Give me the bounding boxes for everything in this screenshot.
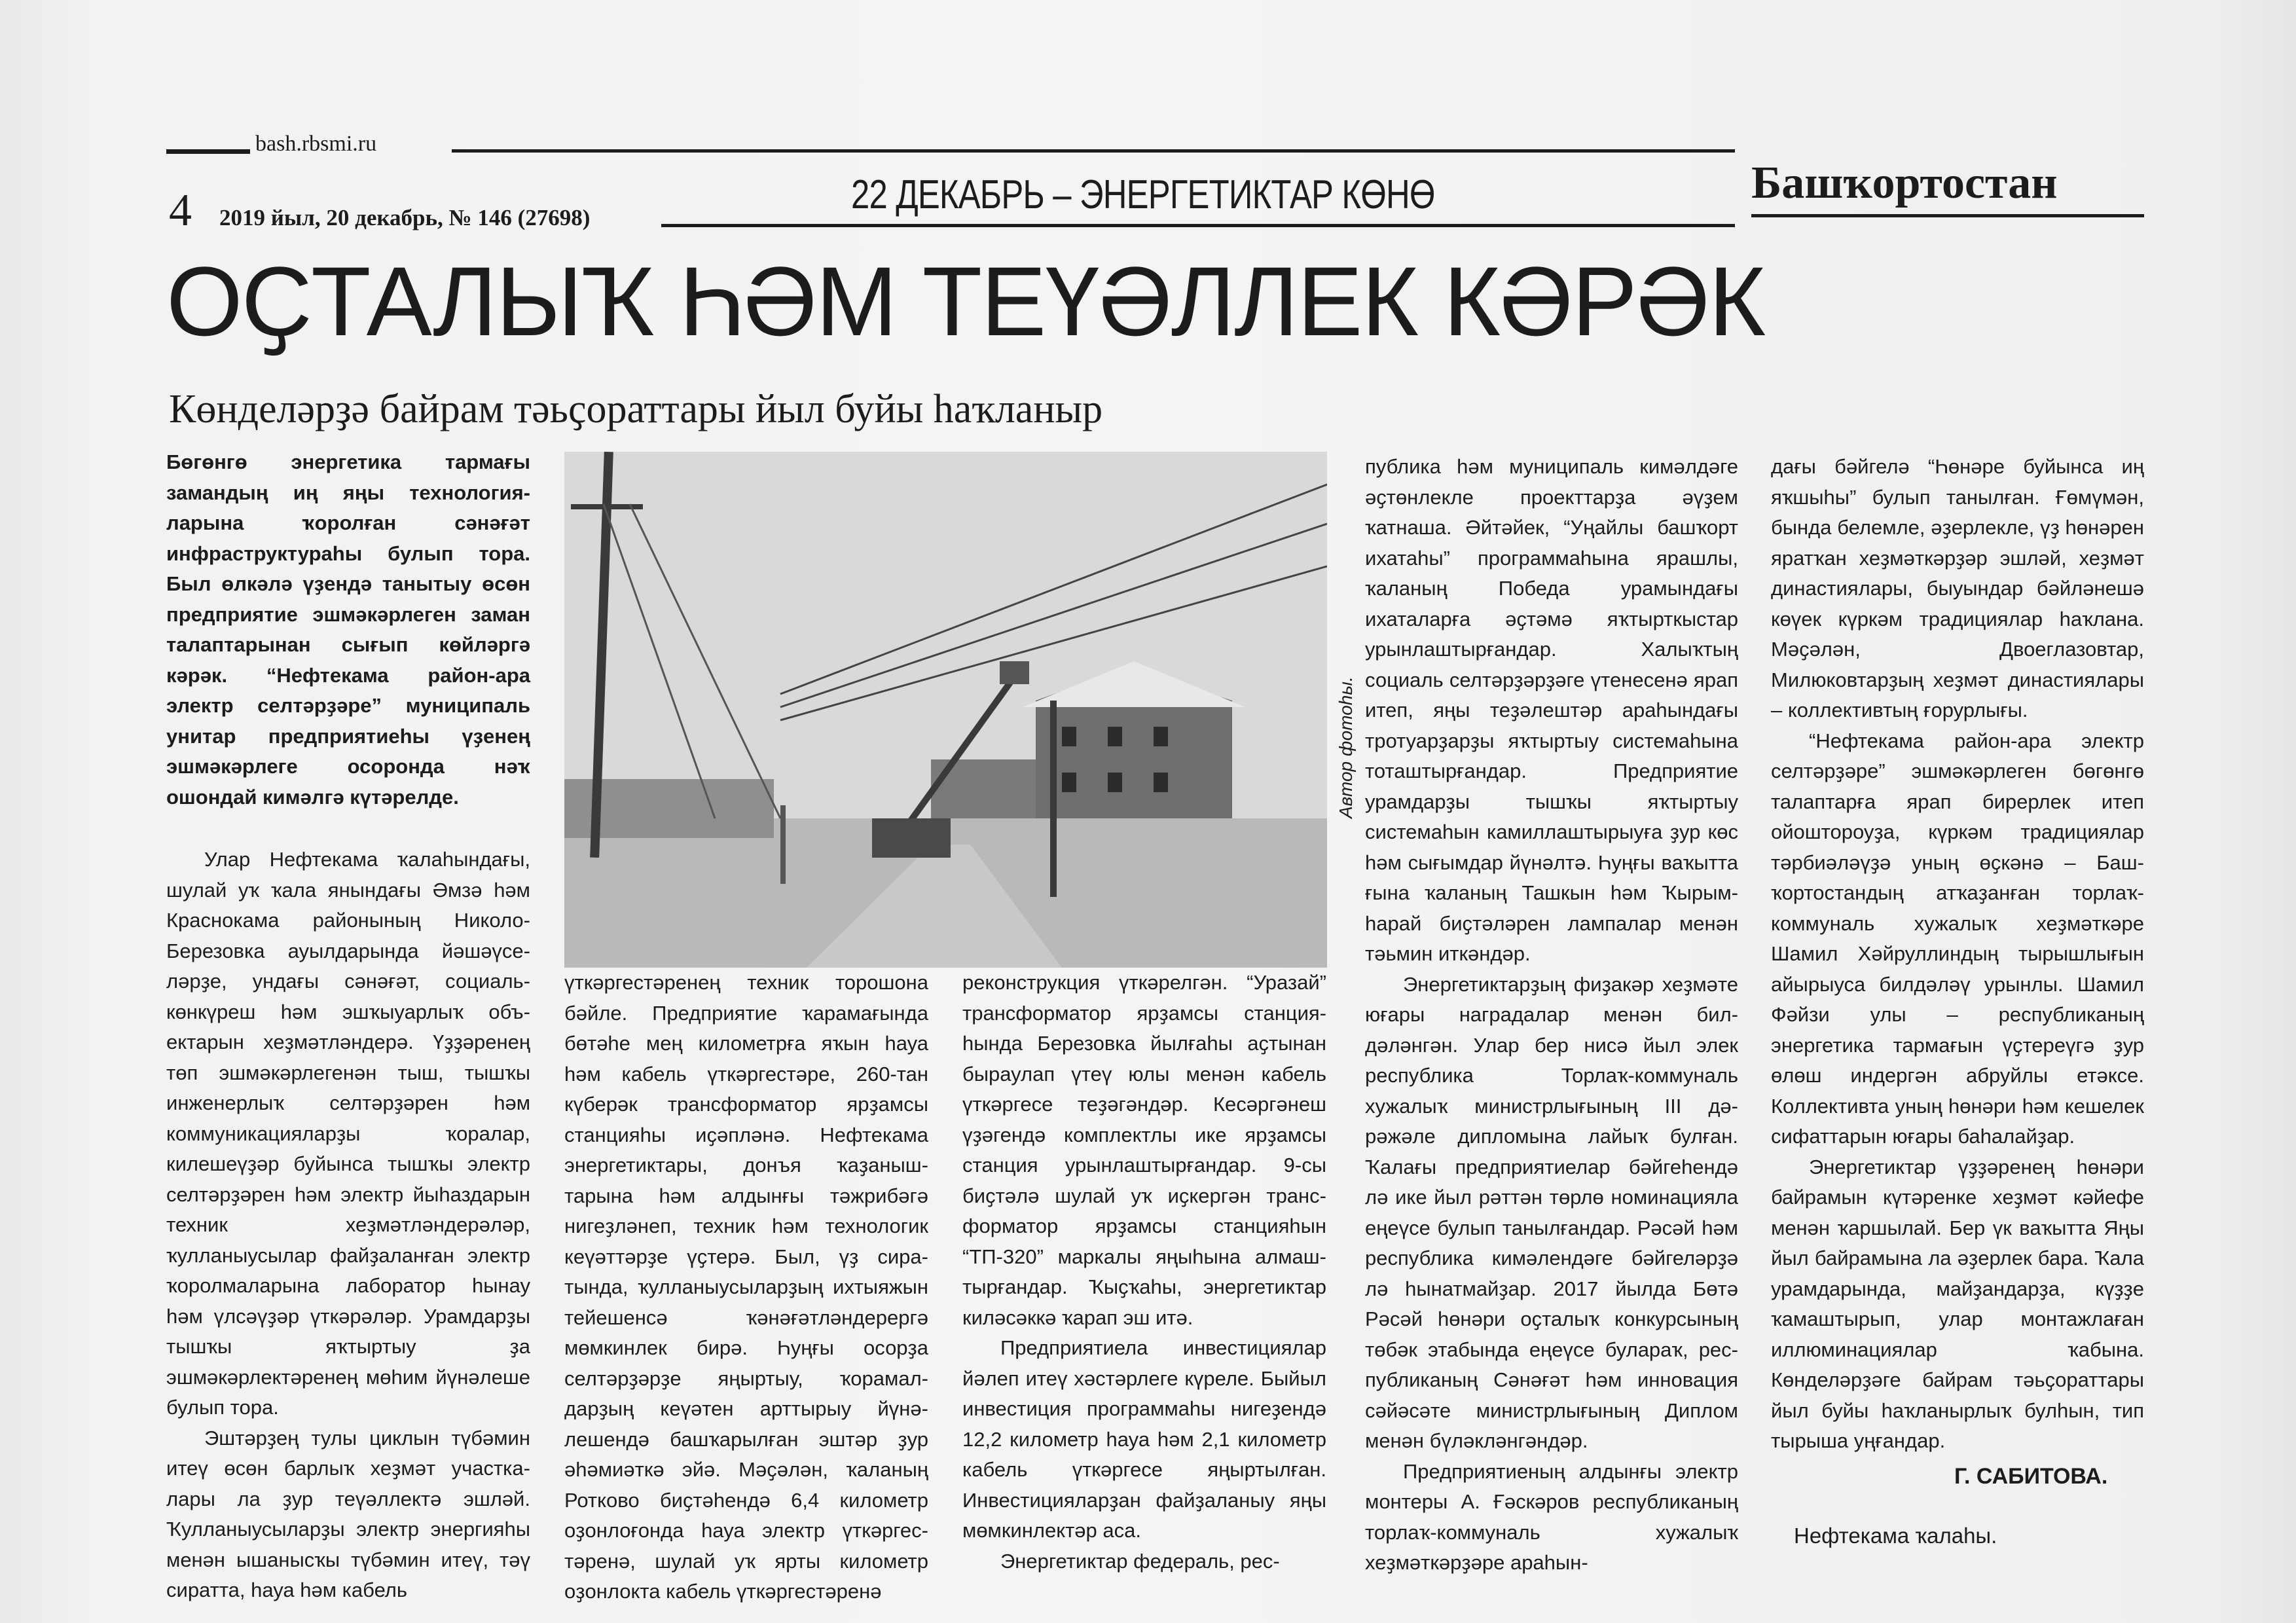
masthead-rule-left [166,149,250,154]
page-number: 4 [169,185,192,236]
column-5-paragraph: Энергетиктар үҙҙәренең һөнәри байрамын күтәренке хеҙмәт кәйефе менән ҡаршылай. Бер үк ваҡытта Яңы йыл байрамына ла әҙерлек бара. Ҡала урамдарында, майҙандарҙа, күҙҙе ҡамаштырып, улар монтажлаған иллюминациялар ҡабына. Көнделәрҙәге байрам тәьҫораттары йыл буйы һаҡланырлыҡ булһын, тип тырыша уңғандар. [1771,1155,2144,1452]
photo-illustration [564,452,1327,968]
photo-credit: Автор фотоһы. [1336,676,1356,818]
newspaper-name: Башҡортостан [1751,158,2058,208]
column-5 [1771,452,2144,1457]
column-3 [962,968,1326,1577]
column-2-paragraph: үткәргестәренең техник торошона бәйле. Предприятие ҡарамағында бөтәһе мең километрға яҡын һауа һәм кабель үткәргестәре, 260-тан күберәк трансформатор ярҙамсы станцияһы иҫәпләнә. Нефтекама энергетиктары, донъя ҡаҙаныштарына һәм алдынғы тәжрибәгә нигеҙләнеп, техник һәм технологик кеүәттәрҙе үҫтерә. Был, үҙ сиратында, ҡулланыусыларҙың ихтыяжын тейешенсә ҡәнәғәтләндерергә мөмкинлек бирә. Һуңғы осорҙа селтәрҙәрҙе яңыртыу, ҡорамалдарҙың кеүәтен арттырыу йүнәлешендә башҡарылған эштәр ҙур әһәмиәткә эйә. Мәҫәлән, ҡаланың Ротково биҫтәһендә 6,4 километр оҙонлоғонда һауа электр үткәргестәренә, шулай уҡ ярты километр оҙонлокта кабель үткәргестәренә [564,971,928,1603]
issue-date: 2019 йыл, 20 декабрь, № 146 (27698) [219,205,591,230]
column-1-paragraph: Улар Нефтекама ҡалаһындағы, шулай уҡ ҡала янындағы Әмзә һәм Краснокама районының Николо-Березовка ауылдарында йәшәүселәрҙе, ундағы сәнәғәт, социаль-көнкүреш һәм эшҡыуарлыҡ объектарын хеҙмәтләндерә. Үҙҙәренең төп эшмәкәрлегенән тыш, тышҡы инженерлыҡ селтәрҙәрен һәм коммуникацияларҙы ҡоралар, килешеүҙәр буйынса тышҡы электр селтәрҙәрен һәм электр йыһаздарын техник хеҙмәтләндерәләр, ҡулланыусылар файҙаланған электр ҡоролмаларына лаборатор һынау һәм үлсәүҙәр үткәрәләр. Урамдарҙы тышҡы яҡтыртыу ҙа эшмәкәрлектәренең мөһим йүнәлеше булып тора. [166,848,530,1419]
column-4 [1365,452,1738,1578]
masthead-rule-top [452,149,1735,153]
column-3-paragraph: Предприятиела инвестициялар йәлеп итеү хәстәрлеге күреле. Быйыл инвестиция программаһы нигеҙендә 12,2 километр һауа һәм 2,1 километр кабель үткәргесе яңыртылған. Инвестицияларҙан файҙаланыу яңы мөмкинлектәр аса. [962,1336,1326,1542]
masthead-rule-bottom [661,224,1735,227]
column-2 [564,968,928,1607]
column-1 [166,845,530,1606]
column-4-paragraph: публика һәм муниципаль кимәлдәге әҫтөнлекле проекттарҙа әүҙем ҡатнаша. Әйтәйек, “Уңайлы башҡорт ихатаһы” программаһына ярашлы, ҡаланың Победа урамындағы ихаталарға әҫтәмә яҡтырткыстар урынлаштырғандар. Халыҡтың социаль селтәрҙәрҙәге үтенесенә ярап итеп, яңы теҙәлештәр араһындағы тротуарҙарҙы яҡтыртыу системаһына тоташтырғандар. Предприятие урамдарҙы тышҡы яҡтыртыу системаһын камиллаштырыуға ҙур көс һәм сығымдар йүнәлтә. Һуңғы ваҡытта ғына ҡаланың Ташкын һәм Ҡырымһарай биҫтәләрен лампалар менән тәьмин иткәндәр. [1365,455,1738,965]
author-signature: Г. САБИТОВА. [1954,1464,2108,1489]
masthead-rule-right [1751,214,2144,217]
author-city: Нефтекама ҡалаһы. [1794,1523,1997,1548]
column-3-paragraph: Энергетиктар федераль, рес- [1000,1549,1280,1573]
column-1-paragraph: Эштәрҙең тулы циклын түбәмин итеү өсөн барлыҡ хеҙмәт участкалары ла ҙур теүәллектә эшләй. Ҡулланыусыларҙы электр энергияһы менән ышанысҡы түбәмин итеү, тәү сиратта, һауа һәм кабель [166,1426,530,1601]
article-photo [564,452,1327,968]
headline: ОҪТАЛЫҠ ҺӘМ ТЕҮӘЛЛЕК КӘРӘК [166,246,1765,356]
lead-text: Бөгөнгө энергетика тармағы замандың иң яңы технологияларына ҡоролған сәнәғәт инфраструктураһы булып тора. Был өлкәлә үҙендә танытыу өсөн предприятие эшмәкәрлеген заман талаптарынан сығып көйләргә кәрәк. “Нефтекама район-ара электр селтәрҙәре” муниципаль унитар предприятиеһы үҙенең эшмәкәрлеге осоронда нәҡ ошондай кимәлгә күтәрелде. [166,450,530,809]
column-4-paragraph: Энергетиктарҙың фиҙакәр хеҙмәте юғары наградалар менән билдәләнгән. Улар бер нисә йыл элек республика Торлаҡ-коммуналь хужалыҡ министрлығының III дәрәжәле дипломына лайыҡ булған. Ҡалағы предприятиелар бәйгеһендә лә ике йыл рәттән төрлө номинацияла еңеүсе булып танылғандар. Рәсәй һәм республика кимәлендәге бәйгеләрҙә лә һынатмайҙар. 2017 йылда Бөтә Рәсәй һөнәри оҫталыҡ конкурсының төбәк этабында еңеүсе булараҡ, республиканың Сәнәғәт һәм инновация сәйәсәте министрлығының Диплом менән бүләкләнгәндәр. [1365,972,1738,1452]
site-url: bash.rbsmi.ru [255,132,377,156]
column-3-paragraph: реконструкция үткәрелгән. “Уразай” трансформатор ярҙамсы станцияһында Березовка йылғаһы аҫтынан быраулап үтеү юлы менән кабель үткәргесе теҙәгәндәр. Кесәргәнеш үҙәгендә комплектлы ике ярҙамсы станция урынлаштырғандар. 9-сы биҫтәлә шулай уҡ иҫкергән трансформатор ярҙамсы станцияһын “ТП-320” маркалы яңыһына алмаштырғандар. Ҡыҫҡаһы, энергетиктар киләсәккә ҡарап эш итә. [962,971,1326,1329]
column-5-paragraph: “Нефтекама район-ара электр селтәрҙәре” эшмәкәрлеген бөгөнгө талаптарға ярап бирерлек итеп ойоштороуҙа, күркәм традициялар тәрбиәләүҙә уның өҫкәнә – Башҡортостандың атҡаҙанған торлаҡ-коммуналь хужалыҡ хеҙмәткәре Шамил Хәйруллиндың тырышлығын айырыуса билдәләү урынлы. Шамил Фәйзи улы – республиканың энергетика тармағын үҫтереүгә ҙур өлөш индергән абруйлы етәксе. Коллективта уның һөнәри һәм кешелек сифаттарын юғары баһалайҙар. [1771,729,2144,1148]
column-4-paragraph: Предприятиеның алдынғы электр монтеры А. Ғәскәров республиканың торлаҡ-коммуналь хужалыҡ хеҙмәткәрҙәре араһын- [1365,1459,1738,1574]
lead-paragraph [166,447,530,812]
section-title: 22 ДЕКАБРЬ – ЭНЕРГЕТИКТАР КӨНӨ [851,172,1435,217]
subheadline: Көнделәрҙә байрам тәьҫораттары йыл буйы һаҡланыр [169,387,1103,431]
column-5-paragraph: дағы бәйгелә “Һөнәре буйынса иң яҡшыһы” булып танылған. Ғөмүмән, бында белемле, әҙерлекле, үҙ һөнәрен яратҡан хеҙмәткәрҙәр эшләй, хеҙмәт династиялары, быуындар бәйләнешә көүек күркәм традициялар һаҡлана. Мәҫәлән, Двоеглазовтар, Милюковтарҙың хеҙмәт династиялары – коллективтың ғорурлығы. [1771,455,2144,721]
